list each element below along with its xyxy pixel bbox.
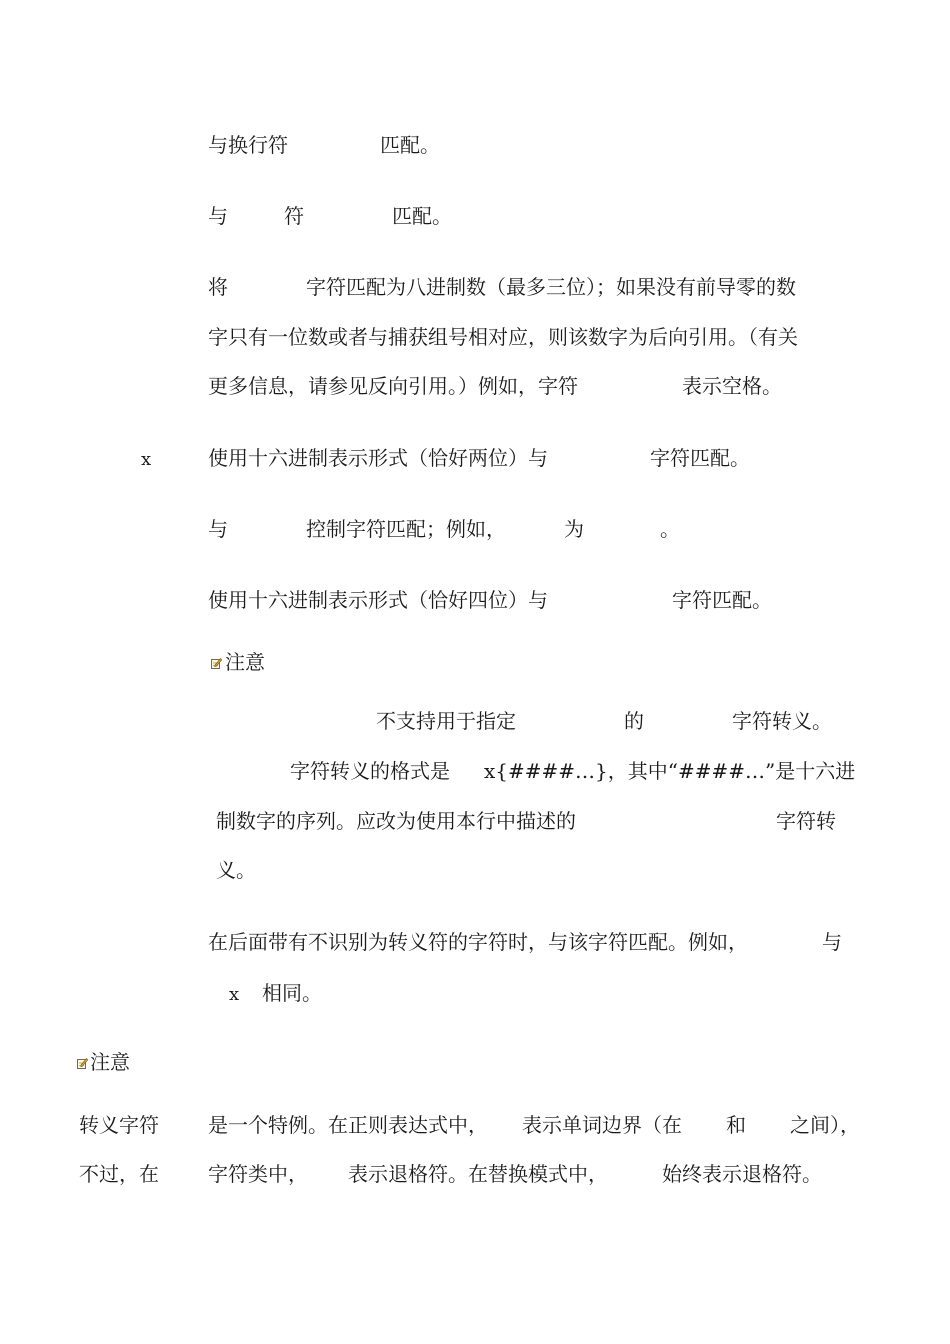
row12-text-a: 义。 [216,858,256,882]
row10-text-b: x{####…}，其中“####…”是十六进 [484,759,856,783]
row2-text-c: 匹配。 [392,204,452,228]
row7-text-a: 与 [208,517,228,541]
row1-text-b: 匹配。 [380,133,440,157]
row15-text-b: 表示单词边界（在 [522,1113,682,1137]
row13-text-b: 与 [822,930,842,954]
row14-text-b: 相同。 [262,981,322,1005]
row4-text-a: 字只有一位数或者与捕获组号相对应，则该数字为后向引用。（有关 [208,325,798,349]
row7-text-b: 控制字符匹配；例如， [306,517,506,541]
row15-text-a: 是一个特例。在正则表达式中， [208,1113,488,1137]
row1-text-a: 与换行符 [208,133,288,157]
row9-text-b: 的 [624,709,644,733]
row15-text-c: 和 [726,1113,746,1137]
row2-text-a: 与 [208,204,228,228]
row16-text-c: 始终表示退格符。 [662,1162,822,1186]
row8-text-a: 使用十六进制表示形式（恰好四位）与 [208,588,548,612]
row3-text-b: 字符匹配为八进制数（最多三位）；如果没有前导零的数 [306,275,796,299]
note2-label: 注意 [90,1050,130,1074]
row5-text-b: 表示空格。 [682,374,782,398]
row16-text-a: 字符类中， [208,1162,308,1186]
note1-label: 注意 [225,650,265,674]
note-edit-icon [211,657,222,669]
row13-text-a: 在后面带有不识别为转义符的字符时，与该字符匹配。例如， [208,930,748,954]
row15-text-d: 之间）， [790,1113,860,1137]
note-edit-icon [77,1057,88,1069]
row7-text-c: 为 [564,517,584,541]
row11-text-a: 制数字的序列。应改为使用本行中描述的 [216,809,576,833]
row5-text-a: 更多信息，请参见反向引用。）例如，字符 [208,374,578,398]
row11-text-b: 字符转 [776,809,836,833]
row8-text-b: 字符匹配。 [672,588,772,612]
row15-key: 转义字符 [79,1113,159,1137]
row6-text-b: 字符匹配。 [650,446,750,470]
row14-text-a: x [229,984,240,1005]
row10-text-a: 字符转义的格式是 [290,759,450,783]
row16-key: 不过，在 [79,1162,159,1186]
row9-text-a: 不支持用于指定 [376,709,516,733]
row7-text-d: 。 [660,517,680,541]
row2-text-b: 符 [284,204,304,228]
row9-text-c: 字符转义。 [732,709,832,733]
row6-key: x [141,449,152,470]
row3-text-a: 将 [208,275,228,299]
row6-text-a: 使用十六进制表示形式（恰好两位）与 [208,446,548,470]
row16-text-b: 表示退格符。在替换模式中， [348,1162,608,1186]
